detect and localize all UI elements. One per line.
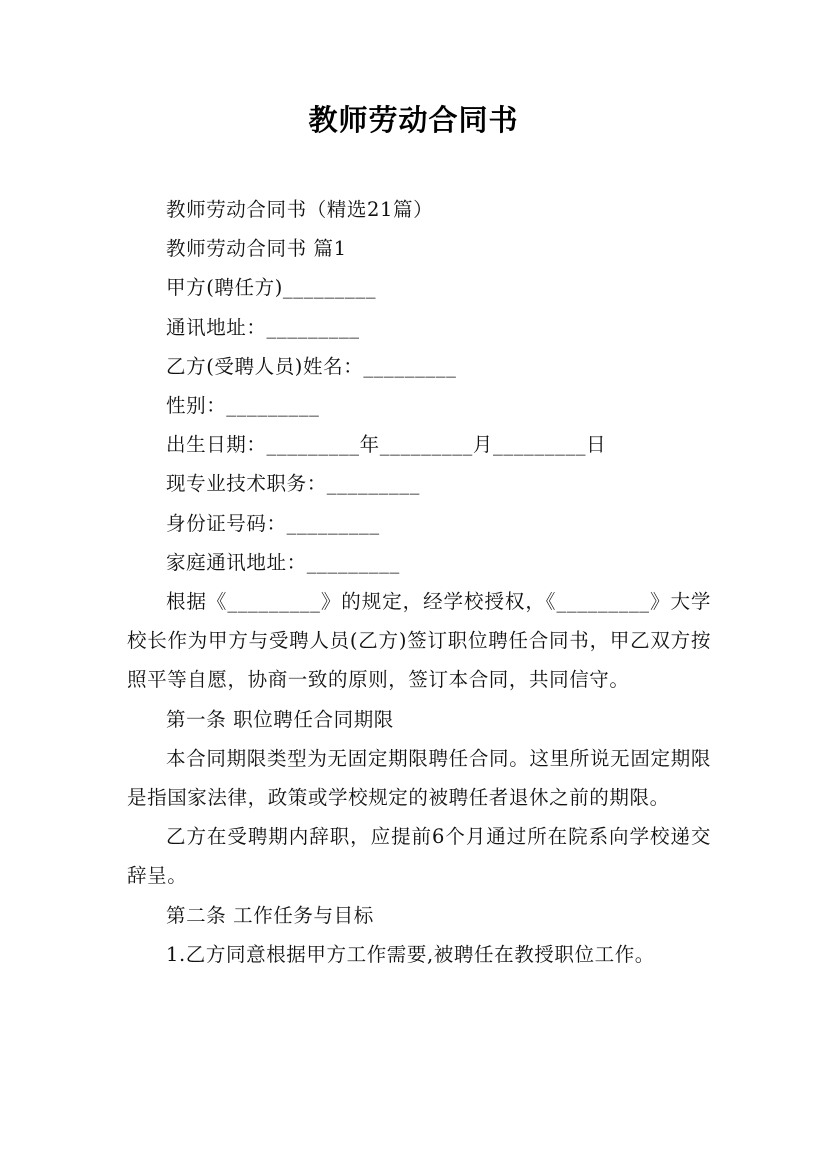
article-1-resignation: 乙方在受聘期内辞职，应提前6个月通过所在院系向学校递交辞呈。 bbox=[127, 825, 711, 888]
paragraph-subtitle: 教师劳动合同书（精选21篇） bbox=[166, 198, 434, 221]
field-birthdate: 出生日期：_________年_________月_________日 bbox=[166, 433, 607, 457]
article-2-heading: 第二条 工作任务与目标 bbox=[166, 903, 374, 927]
field-gender: 性别：_________ bbox=[166, 394, 320, 418]
document-title: 教师劳动合同书 bbox=[308, 103, 519, 137]
paragraph-preamble: 根据《_________》的规定，经学校授权，《_________》大学校长作为甲方与受聘人员(乙方)签订职位聘任合同书，甲乙双方按照平等自愿，协商一致的原则，签订本合同，共同信守。 bbox=[127, 590, 711, 692]
article-1-heading: 第一条 职位聘任合同期限 bbox=[166, 707, 394, 731]
field-address: 通讯地址：_________ bbox=[166, 315, 360, 339]
field-party-b-name: 乙方(受聘人员)姓名：_________ bbox=[166, 354, 457, 378]
field-party-a: 甲方(聘任方)_________ bbox=[166, 276, 377, 300]
article-1-paragraph: 本合同期限类型为无固定期限聘任合同。这里所说无固定期限是指国家法律，政策或学校规定的被聘任者退休之前的期限。 bbox=[127, 746, 711, 810]
field-current-title: 现专业技术职务：_________ bbox=[166, 472, 420, 496]
paragraph-section-heading: 教师劳动合同书 篇1 bbox=[166, 237, 347, 261]
article-2-item-1: 1.乙方同意根据甲方工作需要,被聘任在教授职位工作。 bbox=[166, 942, 655, 966]
field-home-address: 家庭通讯地址：_________ bbox=[166, 550, 400, 574]
document-body bbox=[127, 190, 711, 974]
field-id-number: 身份证号码：_________ bbox=[166, 511, 380, 535]
